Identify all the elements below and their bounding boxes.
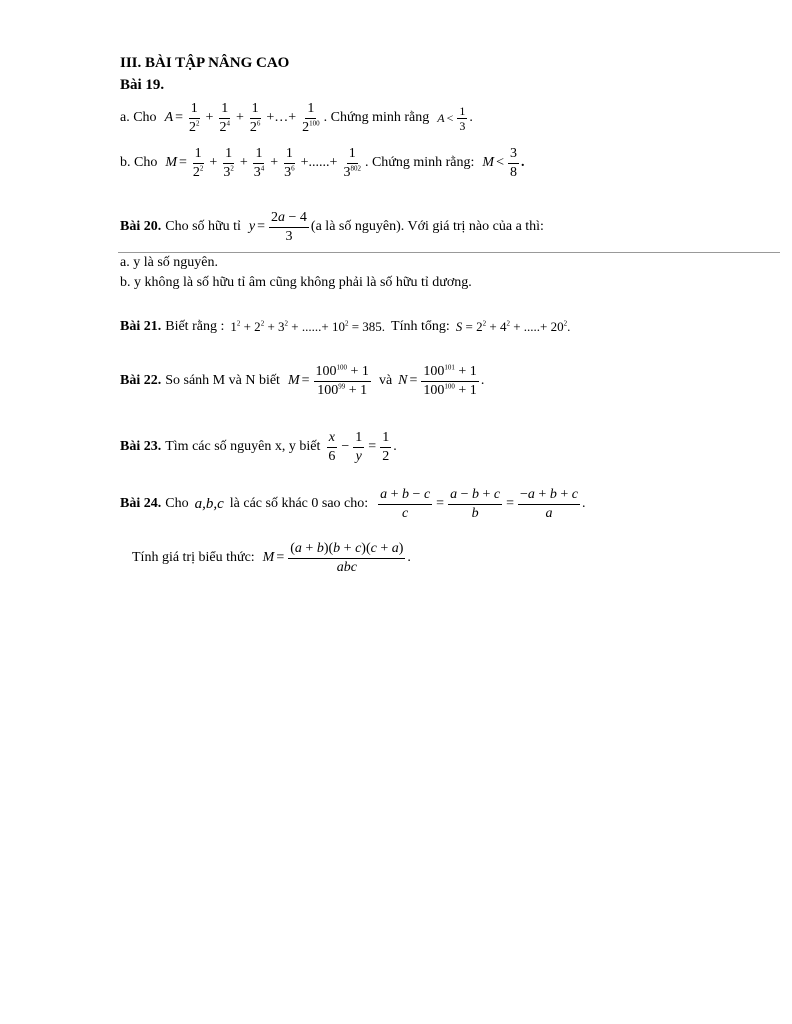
problem-23-title: Bài 23.: [120, 439, 162, 454]
fraction: $\frac{100^{101} + 1}{100^{100} + 1}$: [423, 362, 477, 398]
problem-22: Bài 22. So sánh M và N biết M = $\frac{100^{100} + 1}{100^{99} + 1}$ và N = $\frac{100^{101} + 1}{100^{100} + 1}$ .: [120, 362, 485, 398]
fraction: $\frac{(a + b)(b + c)(c + a)}{\text{abc}}$: [290, 540, 404, 575]
problem-24-expression: Tính giá trị biểu thức: M = $\frac{(a + b)(b + c)(c + a)}{\text{abc}}$ .: [132, 540, 411, 575]
problem-22-title: Bài 22.: [120, 373, 162, 388]
problem-20: Bài 20. Cho số hữu tỉ y = $\frac{2a - 4}{3}$ (a là số nguyên). Với giá trị nào của a thì:: [120, 209, 544, 244]
problem-24-title: Bài 24.: [120, 496, 162, 511]
fraction: $\frac{1}{2^{100}}$: [302, 100, 320, 135]
var-a: A: [437, 110, 445, 125]
fraction: $\frac{a - b + c}{b}$: [450, 486, 501, 521]
fraction: $\frac{1}{3}$: [459, 103, 466, 133]
var-y: y: [248, 219, 256, 234]
problem-22-text: So sánh M và N biết: [165, 373, 280, 388]
problem-24-text: Tính giá trị biểu thức:: [132, 550, 255, 565]
problem-20-item-a: a. y là số nguyên.: [120, 255, 218, 270]
problem-20-text: (a là số nguyên). Với giá trị nào của a thì:: [310, 219, 544, 234]
divider: [118, 252, 780, 253]
problem-19b: b. Cho M = $\frac{1}{2^2}$ + $\frac{1}{3^2}$ + $\frac{1}{3^4}$ + $\frac{1}{3^6}$ +......+ $\frac{1}{3^{802}}$ . Chứng minh rằng: M < $\frac{3}{8}$ .: [120, 145, 525, 180]
problem-19a: a. Cho A = $\frac{1}{2^2}$ + $\frac{1}{2^4}$ + $\frac{1}{2^6}$ +…+ $\frac{1}{2^{100}}$ . Chứng minh rằng A < $\frac{1}{3}$ .: [120, 100, 473, 135]
variables: a,b,c: [194, 495, 224, 512]
fraction: $\frac{2a - 4}{3}$: [271, 209, 307, 244]
var-m: M: [262, 550, 275, 565]
fraction: $\frac{x}{6}$: [328, 429, 336, 464]
problem-21-title: Bài 21.: [120, 319, 162, 334]
problem-20-title: Bài 20.: [120, 219, 162, 234]
formula: $1^2 + 2^2 + 3^2$ + ......+ $10^2 = 385$.: [230, 319, 386, 334]
fraction: $\frac{1}{3^6}$: [284, 145, 295, 180]
problem-20-text: Cho số hữu tỉ: [165, 219, 241, 234]
fraction: $\frac{100^{100} + 1}{100^{99} + 1}$: [315, 362, 369, 398]
fraction: $\frac{1}{3^2}$: [223, 145, 234, 180]
fraction: $\frac{3}{8}$: [510, 145, 517, 180]
problem-21: [120, 316, 570, 338]
problem-19a-suffix: . Chứng minh rằng: [323, 110, 430, 125]
fraction: $\frac{1}{2^2}$: [192, 145, 204, 180]
fraction: $\frac{1}{2}$: [382, 429, 390, 464]
fraction: $\frac{a + b - c}{c}$: [380, 486, 431, 521]
fraction: $\frac{1}{2^2}$: [189, 100, 200, 135]
problem-23-text: Tìm các số nguyên x, y biết: [165, 439, 321, 454]
section-title: III. BÀI TẬP NÂNG CAO: [120, 55, 290, 71]
var-a: A: [164, 110, 174, 125]
problem-19-title: Bài 19.: [120, 77, 165, 93]
problem-19b-prefix: b. Cho: [120, 155, 158, 170]
problem-24: Bài 24. Cho a,b,c là các số khác 0 sao cho: $\frac{a + b - c}{c}$ = $\frac{a - b + c}{b}$ = $\frac{-a + b + c}{a}$ .: [120, 486, 586, 521]
fraction: $\frac{1}{y}$: [355, 429, 363, 464]
problem-24-text: Cho: [165, 496, 189, 511]
problem-21-text: Tính tổng:: [391, 319, 450, 334]
var-m: M: [165, 155, 178, 170]
problem-19a-prefix: a. Cho: [120, 110, 157, 125]
var-m: M: [287, 373, 300, 388]
fraction: $\frac{-a + b + c}{a}$: [520, 486, 578, 521]
problem-23: Bài 23. Tìm các số nguyên x, y biết $\frac{x}{6}$ − $\frac{1}{y}$ = $\frac{1}{2}$ .: [120, 429, 397, 464]
problem-21-text: Biết rằng :: [165, 319, 225, 334]
problem-20-item-b: b. y không là số hữu tỉ âm cũng không phải là số hữu tỉ dương.: [120, 275, 472, 290]
fraction: $\frac{1}{3^4}$: [253, 145, 265, 180]
formula: $S = 2^2 + 4^2$ + .....+ $20^2$.: [455, 319, 571, 334]
var-n: N: [398, 373, 408, 388]
var-m: M: [482, 155, 495, 170]
fraction: $\frac{1}{2^6}$: [249, 100, 261, 135]
problem-22-text: và: [378, 373, 393, 388]
fraction: $\frac{1}{3^{802}}$: [343, 145, 361, 180]
problem-19b-suffix: . Chứng minh rằng:: [364, 155, 475, 170]
fraction: $\frac{1}{2^4}$: [219, 100, 230, 135]
problem-24-text: là các số khác 0 sao cho:: [229, 496, 369, 511]
